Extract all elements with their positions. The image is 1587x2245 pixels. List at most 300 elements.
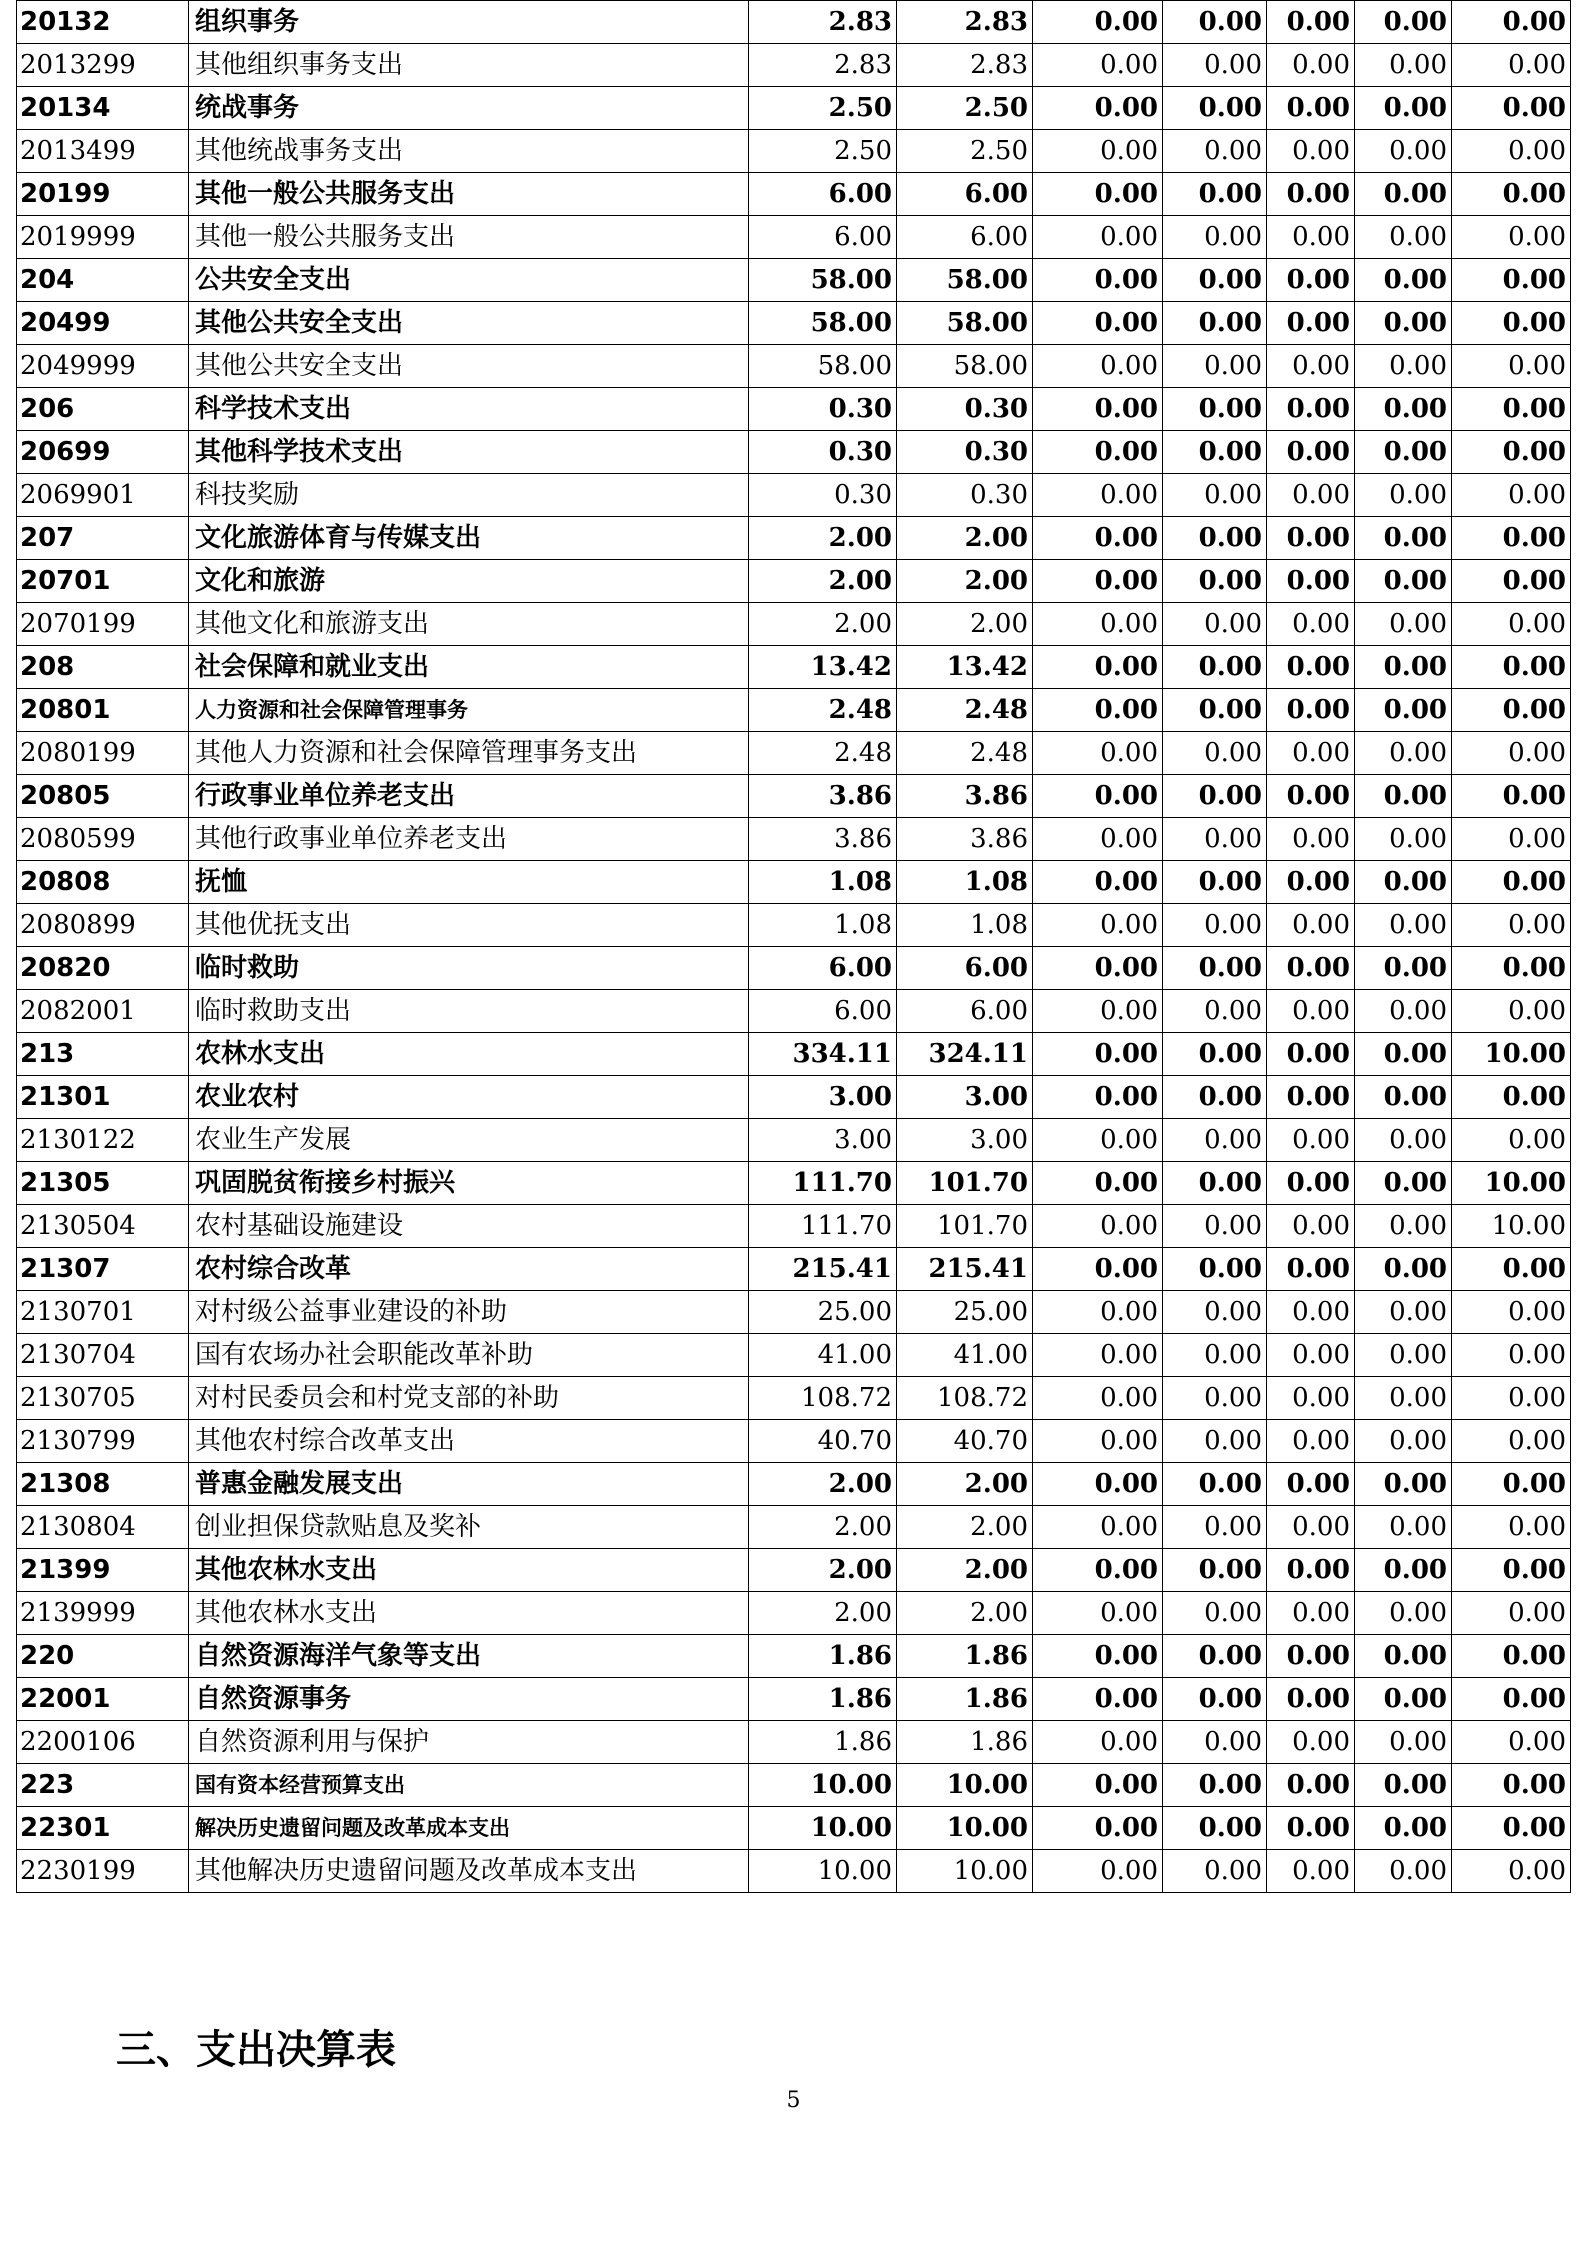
amount-cell: 0.00: [1355, 259, 1452, 302]
section-heading: 三、支出决算表: [116, 2027, 396, 2073]
amount-cell: 0.00: [1452, 947, 1571, 990]
amount-cell: 0.00: [1267, 388, 1355, 431]
amount-cell: 2.00: [749, 560, 897, 603]
amount-cell: 0.00: [1033, 1635, 1163, 1678]
amount-cell: 0.00: [1355, 1506, 1452, 1549]
amount-cell: 0.00: [1355, 1678, 1452, 1721]
amount-cell: 0.00: [1452, 87, 1571, 130]
amount-cell: 0.00: [1452, 1119, 1571, 1162]
amount-cell: 0.30: [897, 388, 1033, 431]
table-row: [17, 732, 1571, 775]
table-row: [17, 1678, 1571, 1721]
amount-cell: 2.48: [749, 732, 897, 775]
amount-cell: 0.30: [897, 474, 1033, 517]
amount-cell: 2.00: [749, 1549, 897, 1592]
amount-cell: 0.00: [1452, 732, 1571, 775]
amount-cell: 0.00: [1452, 173, 1571, 216]
subject-code-cell: 2069901: [17, 474, 189, 517]
amount-cell: 0.00: [1355, 345, 1452, 388]
table-row: [17, 1764, 1571, 1807]
amount-cell: 2.00: [897, 1549, 1033, 1592]
amount-cell: 0.00: [1267, 1807, 1355, 1850]
subject-code-cell: 2080899: [17, 904, 189, 947]
subject-name-cell: 解决历史遗留问题及改革成本支出: [189, 1807, 749, 1850]
amount-cell: 0.00: [1355, 1291, 1452, 1334]
amount-cell: 58.00: [897, 302, 1033, 345]
amount-cell: 0.00: [1033, 947, 1163, 990]
amount-cell: 0.00: [1452, 1420, 1571, 1463]
subject-name-cell: 抚恤: [189, 861, 749, 904]
amount-cell: 0.00: [1267, 87, 1355, 130]
amount-cell: 0.30: [749, 431, 897, 474]
subject-name-cell: 其他人力资源和社会保障管理事务支出: [189, 732, 749, 775]
amount-cell: 215.41: [749, 1248, 897, 1291]
subject-name-cell: 社会保障和就业支出: [189, 646, 749, 689]
table-row: [17, 259, 1571, 302]
amount-cell: 0.00: [1267, 861, 1355, 904]
subject-name-cell: 其他农林水支出: [189, 1592, 749, 1635]
amount-cell: 0.00: [1452, 775, 1571, 818]
amount-cell: 0.00: [1267, 259, 1355, 302]
amount-cell: 0.00: [1163, 904, 1267, 947]
subject-name-cell: 科技奖励: [189, 474, 749, 517]
amount-cell: 0.00: [1452, 1635, 1571, 1678]
amount-cell: 10.00: [749, 1764, 897, 1807]
amount-cell: 0.00: [1267, 1678, 1355, 1721]
amount-cell: 0.00: [1267, 560, 1355, 603]
subject-code-cell: 206: [17, 388, 189, 431]
amount-cell: 2.00: [897, 603, 1033, 646]
amount-cell: 0.00: [1163, 689, 1267, 732]
subject-code-cell: 2139999: [17, 1592, 189, 1635]
amount-cell: 0.00: [1163, 818, 1267, 861]
amount-cell: 0.00: [1163, 1635, 1267, 1678]
amount-cell: 0.30: [749, 474, 897, 517]
subject-code-cell: 20499: [17, 302, 189, 345]
amount-cell: 0.00: [1033, 1506, 1163, 1549]
table-row: [17, 44, 1571, 87]
table-row: [17, 1420, 1571, 1463]
subject-name-cell: 其他一般公共服务支出: [189, 216, 749, 259]
amount-cell: 0.00: [1033, 1248, 1163, 1291]
amount-cell: 0.00: [1267, 646, 1355, 689]
subject-code-cell: 2070199: [17, 603, 189, 646]
amount-cell: 3.86: [897, 818, 1033, 861]
amount-cell: 0.00: [1267, 818, 1355, 861]
amount-cell: 0.00: [1267, 1248, 1355, 1291]
amount-cell: 0.00: [1033, 603, 1163, 646]
amount-cell: 0.00: [1452, 44, 1571, 87]
amount-cell: 0.00: [1163, 345, 1267, 388]
amount-cell: 0.00: [1267, 1334, 1355, 1377]
amount-cell: 0.00: [1267, 1377, 1355, 1420]
amount-cell: 0.00: [1163, 1764, 1267, 1807]
amount-cell: 0.00: [1355, 1850, 1452, 1893]
amount-cell: 2.50: [749, 130, 897, 173]
amount-cell: 0.00: [1163, 1248, 1267, 1291]
amount-cell: 0.00: [1163, 1850, 1267, 1893]
amount-cell: 0.00: [1163, 1334, 1267, 1377]
amount-cell: 2.48: [749, 689, 897, 732]
amount-cell: 2.50: [897, 87, 1033, 130]
subject-name-cell: 其他公共安全支出: [189, 302, 749, 345]
subject-name-cell: 人力资源和社会保障管理事务: [189, 689, 749, 732]
amount-cell: 58.00: [749, 345, 897, 388]
table-row: [17, 1592, 1571, 1635]
amount-cell: 0.00: [1452, 1248, 1571, 1291]
table-row: [17, 603, 1571, 646]
amount-cell: 0.00: [1163, 44, 1267, 87]
amount-cell: 0.00: [1267, 1291, 1355, 1334]
subject-code-cell: 207: [17, 517, 189, 560]
amount-cell: 101.70: [897, 1162, 1033, 1205]
amount-cell: 0.00: [1267, 1592, 1355, 1635]
amount-cell: 0.00: [1355, 1635, 1452, 1678]
subject-code-cell: 2230199: [17, 1850, 189, 1893]
amount-cell: 0.00: [1033, 861, 1163, 904]
amount-cell: 2.48: [897, 689, 1033, 732]
amount-cell: 0.00: [1452, 1076, 1571, 1119]
amount-cell: 0.00: [1033, 1420, 1163, 1463]
amount-cell: 0.00: [1355, 732, 1452, 775]
subject-name-cell: 其他行政事业单位养老支出: [189, 818, 749, 861]
subject-name-cell: 文化旅游体育与传媒支出: [189, 517, 749, 560]
subject-code-cell: 204: [17, 259, 189, 302]
amount-cell: 58.00: [897, 345, 1033, 388]
amount-cell: 0.00: [1355, 646, 1452, 689]
amount-cell: 41.00: [897, 1334, 1033, 1377]
amount-cell: 0.00: [1163, 1377, 1267, 1420]
table-row: [17, 517, 1571, 560]
subject-code-cell: 213: [17, 1033, 189, 1076]
amount-cell: 0.00: [1033, 345, 1163, 388]
subject-name-cell: 巩固脱贫衔接乡村振兴: [189, 1162, 749, 1205]
amount-cell: 0.00: [1452, 646, 1571, 689]
amount-cell: 0.00: [1267, 44, 1355, 87]
subject-name-cell: 农业农村: [189, 1076, 749, 1119]
amount-cell: 40.70: [897, 1420, 1033, 1463]
table-row: [17, 904, 1571, 947]
subject-code-cell: 2200106: [17, 1721, 189, 1764]
amount-cell: 0.00: [1355, 1, 1452, 44]
amount-cell: 0.00: [1452, 474, 1571, 517]
table-body: [17, 1, 1571, 1893]
amount-cell: 0.00: [1163, 1, 1267, 44]
amount-cell: 0.00: [1033, 87, 1163, 130]
amount-cell: 0.00: [1355, 1377, 1452, 1420]
amount-cell: 0.00: [1033, 1, 1163, 44]
amount-cell: 0.00: [1267, 1162, 1355, 1205]
amount-cell: 40.70: [749, 1420, 897, 1463]
amount-cell: 3.00: [897, 1076, 1033, 1119]
subject-code-cell: 2130504: [17, 1205, 189, 1248]
amount-cell: 0.00: [1355, 775, 1452, 818]
amount-cell: 0.00: [1163, 130, 1267, 173]
amount-cell: 2.83: [897, 1, 1033, 44]
amount-cell: 0.00: [1163, 87, 1267, 130]
amount-cell: 0.00: [1452, 1, 1571, 44]
subject-name-cell: 其他一般公共服务支出: [189, 173, 749, 216]
subject-code-cell: 223: [17, 1764, 189, 1807]
table-row: [17, 1291, 1571, 1334]
amount-cell: 101.70: [897, 1205, 1033, 1248]
amount-cell: 0.00: [1355, 603, 1452, 646]
amount-cell: 0.00: [1033, 1807, 1163, 1850]
amount-cell: 0.00: [1033, 1549, 1163, 1592]
amount-cell: 0.00: [1163, 732, 1267, 775]
amount-cell: 3.86: [897, 775, 1033, 818]
amount-cell: 6.00: [897, 173, 1033, 216]
amount-cell: 0.00: [1033, 259, 1163, 302]
amount-cell: 0.00: [1267, 1119, 1355, 1162]
subject-name-cell: 对村民委员会和村党支部的补助: [189, 1377, 749, 1420]
amount-cell: 0.00: [1452, 990, 1571, 1033]
amount-cell: 0.00: [1267, 1850, 1355, 1893]
amount-cell: 0.00: [1452, 603, 1571, 646]
table-row: [17, 1807, 1571, 1850]
amount-cell: 10.00: [897, 1850, 1033, 1893]
subject-code-cell: 20808: [17, 861, 189, 904]
subject-code-cell: 2080199: [17, 732, 189, 775]
amount-cell: 0.00: [1033, 173, 1163, 216]
amount-cell: 0.00: [1355, 1592, 1452, 1635]
amount-cell: 0.00: [1355, 431, 1452, 474]
table-row: [17, 560, 1571, 603]
amount-cell: 0.00: [1163, 474, 1267, 517]
table-row: [17, 1549, 1571, 1592]
table-row: [17, 302, 1571, 345]
amount-cell: 0.00: [1452, 259, 1571, 302]
amount-cell: 0.00: [1267, 904, 1355, 947]
amount-cell: 0.00: [1355, 1334, 1452, 1377]
amount-cell: 1.86: [749, 1678, 897, 1721]
amount-cell: 2.50: [897, 130, 1033, 173]
subject-code-cell: 2130804: [17, 1506, 189, 1549]
table-row: [17, 345, 1571, 388]
amount-cell: 0.00: [1355, 388, 1452, 431]
amount-cell: 0.00: [1033, 517, 1163, 560]
subject-name-cell: 其他农村综合改革支出: [189, 1420, 749, 1463]
amount-cell: 1.86: [897, 1721, 1033, 1764]
amount-cell: 0.00: [1033, 302, 1163, 345]
subject-code-cell: 20820: [17, 947, 189, 990]
amount-cell: 0.00: [1452, 689, 1571, 732]
amount-cell: 6.00: [749, 990, 897, 1033]
amount-cell: 111.70: [749, 1162, 897, 1205]
amount-cell: 0.00: [1267, 990, 1355, 1033]
table-row: [17, 1635, 1571, 1678]
amount-cell: 0.00: [1163, 1592, 1267, 1635]
subject-code-cell: 2130799: [17, 1420, 189, 1463]
subject-code-cell: 20199: [17, 173, 189, 216]
amount-cell: 0.00: [1355, 1764, 1452, 1807]
amount-cell: 0.00: [1163, 259, 1267, 302]
table-row: [17, 775, 1571, 818]
amount-cell: 0.00: [1452, 1764, 1571, 1807]
amount-cell: 2.00: [897, 1506, 1033, 1549]
amount-cell: 1.86: [749, 1635, 897, 1678]
amount-cell: 10.00: [1452, 1162, 1571, 1205]
amount-cell: 0.00: [1163, 388, 1267, 431]
amount-cell: 324.11: [897, 1033, 1033, 1076]
amount-cell: 0.00: [1163, 646, 1267, 689]
amount-cell: 0.00: [1267, 173, 1355, 216]
subject-name-cell: 行政事业单位养老支出: [189, 775, 749, 818]
subject-name-cell: 临时救助支出: [189, 990, 749, 1033]
amount-cell: 0.00: [1163, 947, 1267, 990]
amount-cell: 1.08: [897, 904, 1033, 947]
subject-code-cell: 2082001: [17, 990, 189, 1033]
amount-cell: 0.00: [1267, 1721, 1355, 1764]
amount-cell: 0.00: [1033, 775, 1163, 818]
amount-cell: 0.00: [1267, 1076, 1355, 1119]
amount-cell: 0.00: [1355, 1162, 1452, 1205]
amount-cell: 6.00: [749, 947, 897, 990]
subject-code-cell: 2049999: [17, 345, 189, 388]
amount-cell: 0.00: [1355, 1420, 1452, 1463]
subject-code-cell: 2080599: [17, 818, 189, 861]
amount-cell: 0.00: [1355, 130, 1452, 173]
amount-cell: 2.00: [897, 560, 1033, 603]
table-row: [17, 1463, 1571, 1506]
subject-code-cell: 21399: [17, 1549, 189, 1592]
amount-cell: 0.00: [1163, 1463, 1267, 1506]
subject-code-cell: 2019999: [17, 216, 189, 259]
subject-name-cell: 其他农林水支出: [189, 1549, 749, 1592]
amount-cell: 0.00: [1267, 431, 1355, 474]
amount-cell: 10.00: [749, 1850, 897, 1893]
amount-cell: 0.00: [1452, 560, 1571, 603]
amount-cell: 0.00: [1452, 818, 1571, 861]
amount-cell: 0.00: [1452, 302, 1571, 345]
amount-cell: 0.00: [1267, 474, 1355, 517]
subject-name-cell: 自然资源海洋气象等支出: [189, 1635, 749, 1678]
amount-cell: 3.00: [897, 1119, 1033, 1162]
amount-cell: 0.00: [1267, 1635, 1355, 1678]
amount-cell: 0.00: [1163, 990, 1267, 1033]
table-row: [17, 130, 1571, 173]
amount-cell: 0.00: [1033, 1162, 1163, 1205]
table-row: [17, 1721, 1571, 1764]
amount-cell: 0.00: [1163, 1033, 1267, 1076]
amount-cell: 0.00: [1163, 517, 1267, 560]
amount-cell: 0.00: [1355, 173, 1452, 216]
subject-name-cell: 其他统战事务支出: [189, 130, 749, 173]
amount-cell: 0.00: [1033, 560, 1163, 603]
table-row: [17, 388, 1571, 431]
amount-cell: 0.00: [1452, 1807, 1571, 1850]
subject-code-cell: 22301: [17, 1807, 189, 1850]
amount-cell: 0.00: [1355, 216, 1452, 259]
amount-cell: 6.00: [897, 947, 1033, 990]
amount-cell: 0.30: [749, 388, 897, 431]
amount-cell: 10.00: [749, 1807, 897, 1850]
amount-cell: 0.00: [1355, 904, 1452, 947]
subject-code-cell: 20701: [17, 560, 189, 603]
table-row: [17, 1377, 1571, 1420]
amount-cell: 25.00: [897, 1291, 1033, 1334]
amount-cell: 2.00: [897, 1463, 1033, 1506]
amount-cell: 0.00: [1355, 818, 1452, 861]
amount-cell: 6.00: [749, 216, 897, 259]
subject-name-cell: 其他组织事务支出: [189, 44, 749, 87]
amount-cell: 0.00: [1267, 732, 1355, 775]
amount-cell: 0.00: [1267, 1764, 1355, 1807]
subject-code-cell: 20134: [17, 87, 189, 130]
table-row: [17, 947, 1571, 990]
amount-cell: 0.00: [1355, 1119, 1452, 1162]
subject-name-cell: 其他解决历史遗留问题及改革成本支出: [189, 1850, 749, 1893]
amount-cell: 0.00: [1355, 517, 1452, 560]
amount-cell: 0.00: [1033, 1377, 1163, 1420]
amount-cell: 0.00: [1355, 1248, 1452, 1291]
amount-cell: 0.00: [1033, 44, 1163, 87]
amount-cell: 0.00: [1452, 1291, 1571, 1334]
amount-cell: 0.00: [1355, 87, 1452, 130]
subject-name-cell: 农林水支出: [189, 1033, 749, 1076]
amount-cell: 0.00: [1355, 947, 1452, 990]
table-row: [17, 1205, 1571, 1248]
amount-cell: 0.00: [1033, 689, 1163, 732]
table-row: [17, 1119, 1571, 1162]
amount-cell: 0.00: [1452, 517, 1571, 560]
amount-cell: 0.00: [1267, 775, 1355, 818]
amount-cell: 0.00: [1163, 1076, 1267, 1119]
amount-cell: 3.00: [749, 1119, 897, 1162]
amount-cell: 0.00: [1355, 1076, 1452, 1119]
amount-cell: 58.00: [897, 259, 1033, 302]
amount-cell: 2.00: [749, 517, 897, 560]
amount-cell: 0.00: [1452, 904, 1571, 947]
amount-cell: 2.83: [749, 1, 897, 44]
amount-cell: 0.00: [1163, 1420, 1267, 1463]
amount-cell: 1.08: [749, 861, 897, 904]
amount-cell: 0.00: [1033, 1850, 1163, 1893]
subject-name-cell: 自然资源利用与保护: [189, 1721, 749, 1764]
amount-cell: 0.00: [1452, 1592, 1571, 1635]
amount-cell: 2.00: [749, 1506, 897, 1549]
table-row: [17, 1076, 1571, 1119]
amount-cell: 0.00: [1355, 1463, 1452, 1506]
table-row: [17, 1850, 1571, 1893]
table-row: [17, 1162, 1571, 1205]
amount-cell: 0.00: [1355, 1205, 1452, 1248]
amount-cell: 0.00: [1163, 560, 1267, 603]
amount-cell: 2.50: [749, 87, 897, 130]
subject-name-cell: 自然资源事务: [189, 1678, 749, 1721]
table-row: [17, 861, 1571, 904]
table-row: [17, 990, 1571, 1033]
subject-code-cell: 20801: [17, 689, 189, 732]
amount-cell: 58.00: [749, 259, 897, 302]
amount-cell: 0.00: [1355, 302, 1452, 345]
amount-cell: 6.00: [897, 216, 1033, 259]
amount-cell: 0.00: [1355, 689, 1452, 732]
amount-cell: 2.83: [897, 44, 1033, 87]
amount-cell: 1.86: [749, 1721, 897, 1764]
subject-code-cell: 220: [17, 1635, 189, 1678]
amount-cell: 0.00: [1033, 1764, 1163, 1807]
table-row: [17, 646, 1571, 689]
subject-code-cell: 2013499: [17, 130, 189, 173]
amount-cell: 108.72: [749, 1377, 897, 1420]
amount-cell: 0.00: [1267, 1, 1355, 44]
amount-cell: 0.00: [1033, 646, 1163, 689]
subject-code-cell: 20132: [17, 1, 189, 44]
amount-cell: 0.00: [1267, 1506, 1355, 1549]
subject-code-cell: 20699: [17, 431, 189, 474]
amount-cell: 1.86: [897, 1635, 1033, 1678]
